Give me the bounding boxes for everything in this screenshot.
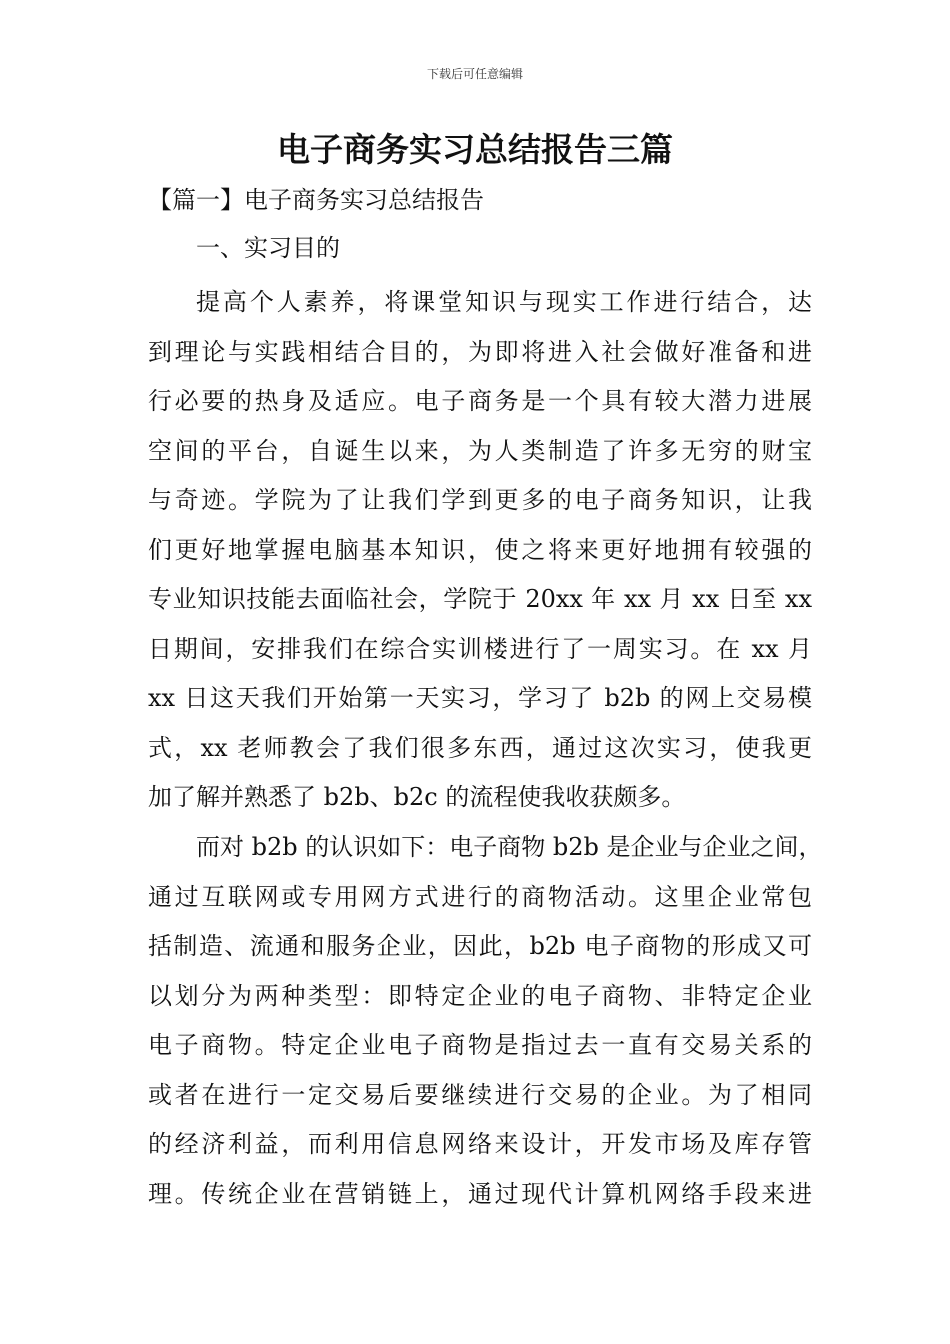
section-heading: 【篇一】电子商务实习总结报告 <box>148 186 484 214</box>
document-title: 电子商务实习总结报告三篇 <box>277 130 673 169</box>
paragraph-line: 提高个人素养，将课堂知识与现实工作进行结合，达 <box>196 288 812 316</box>
sub-heading: 一、实习目的 <box>196 234 340 262</box>
page-header-note: 下载后可任意编辑 <box>426 67 523 81</box>
paragraph-line: 专业知识技能去面临社会，学院于 20xx 年 xx 月 xx 日至 xx <box>148 585 812 613</box>
paragraph-line: 与奇迹。学院为了让我们学到更多的电子商务知识，让我 <box>148 486 812 514</box>
paragraph-line: 以划分为两种类型：即特定企业的电子商物、非特定企业 <box>148 981 812 1010</box>
paragraph-line: xx 日这天我们开始第一天实习，学习了 b2b 的网上交易模 <box>148 684 812 712</box>
paragraph-line: 而对 b2b 的认识如下：电子商物 b2b 是企业与企业之间， <box>196 833 823 861</box>
paragraph-line: 行必要的热身及适应。电子商务是一个具有较大潜力进展 <box>148 387 812 415</box>
paragraph-line: 括制造、流通和服务企业，因此，b2b 电子商物的形成又可 <box>148 932 812 960</box>
paragraph-line: 加了解并熟悉了 b2b、b2c 的流程使我收获颇多。 <box>148 783 686 811</box>
paragraph-line: 理。传统企业在营销链上，通过现代计算机网络手段来进 <box>148 1179 812 1208</box>
paragraph-line: 到理论与实践相结合目的，为即将进入社会做好准备和进 <box>148 337 812 366</box>
paragraph-line: 们更好地掌握电脑基本知识，使之将来更好地拥有较强的 <box>148 535 812 564</box>
paragraph-line: 的经济利益，而利用信息网络来设计，开发市场及库存管 <box>148 1130 812 1158</box>
paragraph-line: 式，xx 老师教会了我们很多东西，通过这次实习，使我更 <box>148 733 812 762</box>
paragraph-line: 或者在进行一定交易后要继续进行交易的企业。为了相同 <box>148 1080 812 1109</box>
paragraph-2 <box>148 823 823 1219</box>
paragraph-line: 通过互联网或专用网方式进行的商物活动。这里企业常包 <box>148 882 812 911</box>
paragraph-line: 日期间，安排我们在综合实训楼进行了一周实习。在 xx 月 <box>148 634 812 663</box>
paragraph-line: 电子商物。特定企业电子商物是指过去一直有交易关系的 <box>148 1031 812 1059</box>
paragraph-1 <box>148 278 812 823</box>
paragraph-line: 空间的平台，自诞生以来，为人类制造了许多无穷的财宝 <box>148 436 812 465</box>
